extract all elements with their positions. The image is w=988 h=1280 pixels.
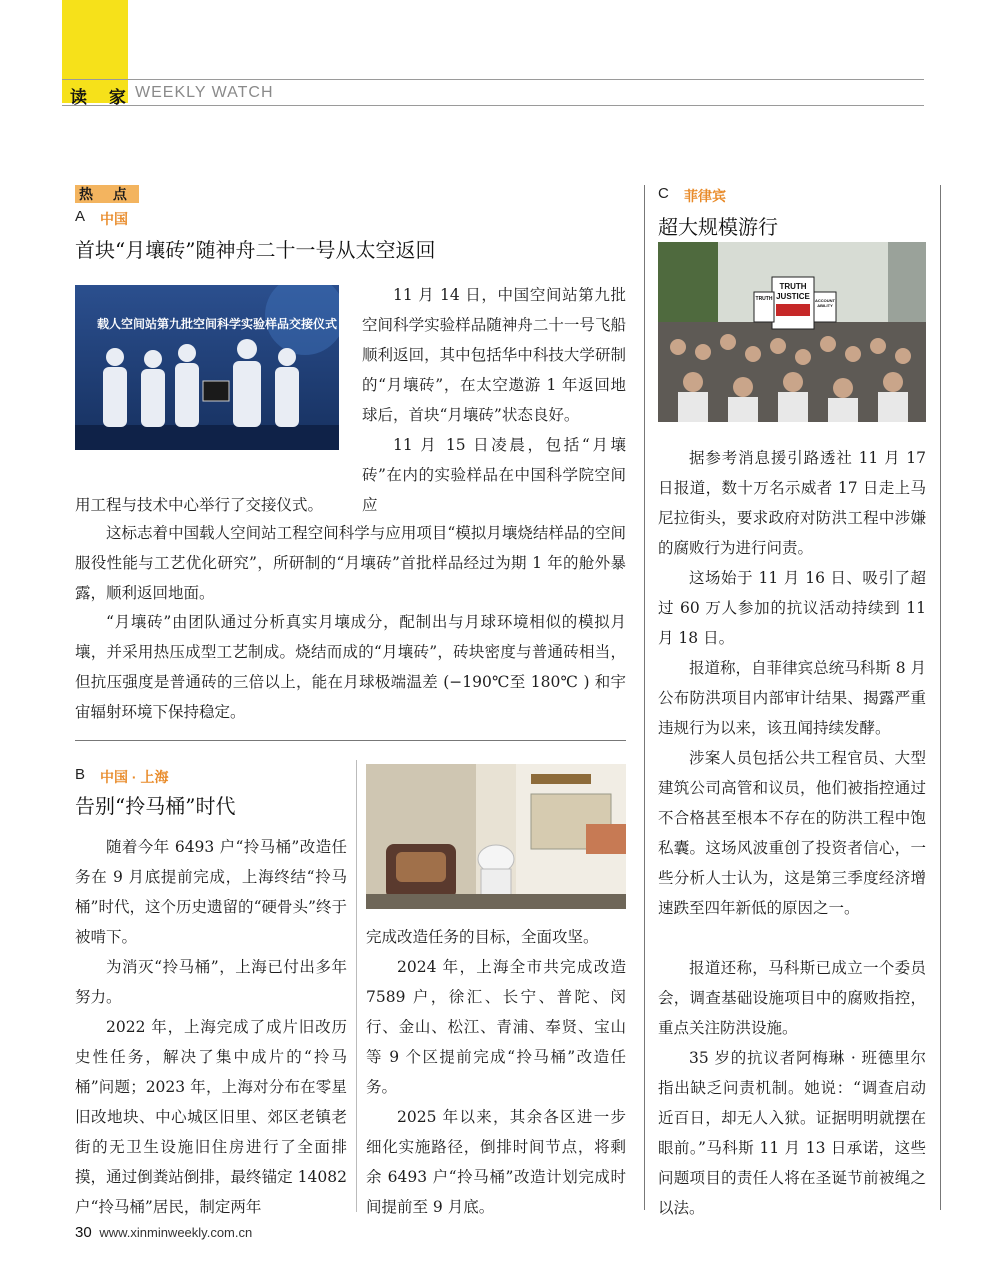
article-c-paragraph-3: 报道称，自菲律宾总统马科斯 8 月公布防洪项目内部审计结果、揭露严重违规行为以来，该丑闻持续发酵。 [658,659,926,737]
photo-banner-text: 载人空间站第九批空间科学实验样品交接仪式 [97,317,338,331]
column-divider-right [644,185,645,1210]
article-a-title: 首块“月壤砖”随神舟二十一号从太空返回 [75,238,436,262]
article-b-photo [366,764,626,909]
protest-sign-left: TRUTH [755,296,773,302]
protest-photo-illustration [658,242,926,422]
article-c-title: 超大规模游行 [658,215,778,239]
article-c-paragraph-2: 这场始于 11 月 16 日、吸引了超过 60 万人参加的抗议活动持续到 11 月 18 日。 [658,569,926,647]
article-c-region: 菲律宾 [684,188,726,204]
article-b-right-paragraph-1: 完成改造任务的目标，全面攻坚。 [366,928,599,946]
article-b-right-paragraph-2: 2024 年，上海全市共完成改造 7589 户，徐汇、长宁、普陀、闵行、金山、松江、青浦、奉贤、宝山等 9 个区提前完成“拎马桶”改造任务。 [366,958,626,1096]
article-a-letter: A [75,208,86,225]
article-a-photo [75,285,339,450]
header-rule-bottom [62,105,924,106]
article-a-paragraph-2: 11 月 15 日凌晨，包括“月壤砖”在内的实验样品在中国科学院空间应 [362,436,626,514]
article-c-paragraph-6: 35 岁的抗议者阿梅琳 · 班德里尔指出缺乏问责机制。她说：“调查启动近百日，却无人入狱。证据明明就摆在眼前。”马科斯 11 月 13 日承诺，这些问题项目的责任人将在圣诞节前被绳之以法。 [658,1049,926,1217]
bathroom-photo-illustration [366,764,626,909]
protest-sign-right: ACCOUNTABILITY [815,298,835,308]
column-divider-edge [940,185,941,1210]
hotspot-label: 热 点 [75,185,139,203]
article-b-right-paragraph-3: 2025 年以来，其余各区进一步细化实施路径，倒排时间节点，将剩余 6493 户“拎马桶”改造计划完成时间提前至 9 月底。 [366,1108,626,1216]
page-footer [75,1224,252,1241]
page-number: 30 [75,1224,92,1241]
article-a-region: 中国 [100,211,128,227]
section-subtitle: WEEKLY WATCH [135,84,274,101]
section-name: 读 家 [70,88,134,108]
article-b-letter: B [75,766,86,783]
article-separator [75,740,626,741]
article-a-paragraph-2-cont: 用工程与技术中心举行了交接仪式。 [75,496,324,514]
article-b-left-paragraph-3: 2022 年，上海完成了成片旧改历史性任务，解决了集中成片的“拎马桶”问题；2023 年，上海对分布在零星旧改地块、中心城区旧里、郊区老镇老街的无卫生设施旧住房进行了全面排摸，通过倒粪站倒排，最终锚定 14082 户“拎马桶”居民，制定两年 [75,1018,347,1216]
article-a-paragraph-4: “月壤砖”由团队通过分析真实月壤成分，配制出与月球环境相似的模拟月壤，并采用热压成型工艺制成。烧结而成的“月壤砖”，砖块密度与普通砖相当，但抗压强度是普通砖的三倍以上，能在月球极端温差 (−190℃至 180℃ ) 和宇宙辐射环境下保持稳定。 [75,613,626,721]
website-link[interactable]: www.xinminweekly.com.cn [99,1225,253,1240]
article-c-paragraph-5: 报道还称，马科斯已成立一个委员会，调查基础设施项目中的腐败指控，重点关注防洪设施。 [658,959,926,1037]
article-b-left-paragraph-2: 为消灭“拎马桶”，上海已付出多年努力。 [75,958,347,1006]
header-rule-top [62,79,924,80]
article-a-paragraph-3: 这标志着中国载人空间站工程空间科学与应用项目“模拟月壤烧结样品的空间服役性能与工艺优化研究”，所研制的“月壤砖”首批样品经过为期 1 年的舱外暴露，顺利返回地面。 [75,524,626,602]
column-divider-b [356,760,357,1212]
protest-sign-main: TRUTH JUSTICE [776,282,810,301]
article-c-paragraph-1: 据参考消息援引路透社 11 月 17 日报道，数十万名示威者 17 日走上马尼拉街头，要求政府对防洪工程中涉嫌的腐败行为进行问责。 [658,449,926,557]
article-a-paragraph-1: 11 月 14 日，中国空间站第九批空间科学实验样品随神舟二十一号飞船顺利返回，其中包括华中科技大学研制的“月壤砖”，在太空遨游 1 年返回地球后，首块“月壤砖”状态良好。 [362,286,626,424]
ceremony-photo-illustration [75,285,339,450]
article-b-region: 中国 · 上海 [100,769,169,785]
article-b-left-paragraph-1: 随着今年 6493 户“拎马桶”改造任务在 9 月底提前完成，上海终结“拎马桶”时代，这个历史遗留的“硬骨头”终于被啃下。 [75,838,347,946]
article-c-photo [658,242,926,422]
article-b-title: 告别“拎马桶”时代 [75,794,236,818]
article-c-letter: C [658,185,669,202]
article-c-paragraph-4: 涉案人员包括公共工程官员、大型建筑公司高管和议员，他们被指控通过不合格甚至根本不存在的防洪工程中饱私囊。这场风波重创了投资者信心，一些分析人士认为，这是第三季度经济增速跌至四年新低的原因之一。 [658,749,926,917]
